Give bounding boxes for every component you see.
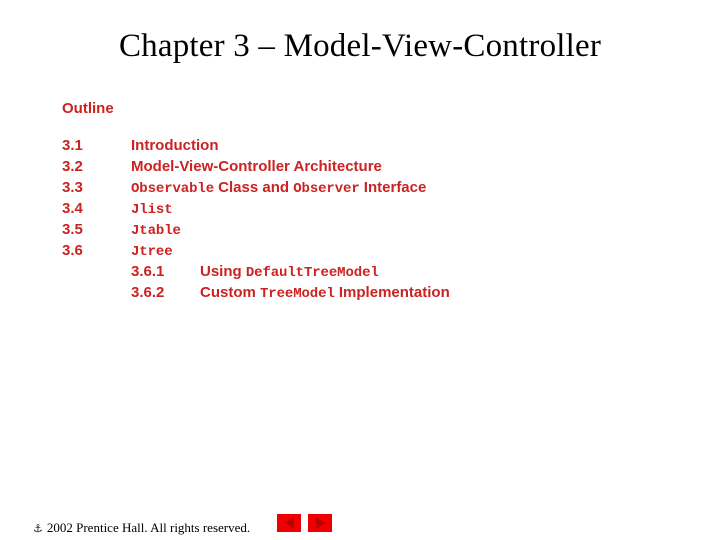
outline-item-label — [131, 135, 218, 156]
outline-item-label — [131, 198, 173, 221]
outline-item — [62, 135, 662, 156]
outline-item — [62, 198, 662, 219]
copyright-icon: ⚓ — [33, 521, 43, 535]
outline-item — [62, 219, 662, 240]
triangle-left-icon — [285, 517, 294, 529]
next-slide-button[interactable] — [308, 514, 332, 532]
outline-item-label-part: DefaultTreeModel — [245, 265, 379, 281]
outline-item-label-part: Observer — [293, 181, 360, 197]
outline-item-label-part: Jlist — [131, 202, 173, 218]
navigation-buttons — [277, 514, 332, 532]
outline-item-label — [200, 282, 450, 305]
outline-heading: Outline — [62, 100, 114, 117]
outline-list — [62, 135, 662, 303]
page-title: Chapter 3 – Model-View-Controller — [118, 28, 602, 64]
previous-slide-button[interactable] — [277, 514, 301, 532]
outline-item — [62, 261, 662, 282]
outline-item-number: 3.2 — [62, 158, 83, 175]
outline-item-label — [200, 261, 379, 284]
copyright-text: 2002 Prentice Hall. All rights reserved. — [46, 520, 251, 535]
outline-item-number: 3.4 — [62, 200, 83, 217]
outline-section — [62, 100, 662, 303]
outline-item-label-part: Introduction — [131, 137, 219, 154]
outline-item — [62, 240, 662, 261]
triangle-right-icon — [316, 517, 325, 529]
outline-item-number: 3.6 — [62, 242, 83, 259]
outline-item-number: 3.6.2 — [131, 284, 165, 301]
outline-item-label-part: Observable — [131, 181, 215, 197]
outline-item — [62, 177, 662, 198]
outline-item-number: 3.1 — [62, 137, 83, 154]
outline-item-number: 3.3 — [62, 179, 83, 196]
footer — [33, 518, 250, 538]
outline-item-number: 3.6.1 — [131, 263, 165, 280]
outline-item-label — [131, 177, 426, 200]
outline-item-label-part: Interface — [359, 179, 427, 196]
outline-item-label-part: Model-View-Controller Architecture — [131, 158, 382, 175]
outline-item-label-part: Jtable — [131, 223, 181, 239]
outline-item-label-part: Jtree — [131, 244, 173, 260]
outline-item-label — [131, 219, 181, 242]
outline-item-label — [131, 240, 173, 263]
outline-item-number: 3.5 — [62, 221, 83, 238]
outline-item-label-part: Class and — [214, 179, 294, 196]
outline-item-label-part: Custom — [200, 284, 260, 301]
outline-item — [62, 156, 662, 177]
outline-item-label — [131, 156, 382, 177]
outline-item-label-part: TreeModel — [260, 286, 335, 302]
outline-item — [62, 282, 662, 303]
outline-item-label-part: Using — [200, 263, 246, 280]
outline-item-label-part: Implementation — [334, 284, 450, 301]
